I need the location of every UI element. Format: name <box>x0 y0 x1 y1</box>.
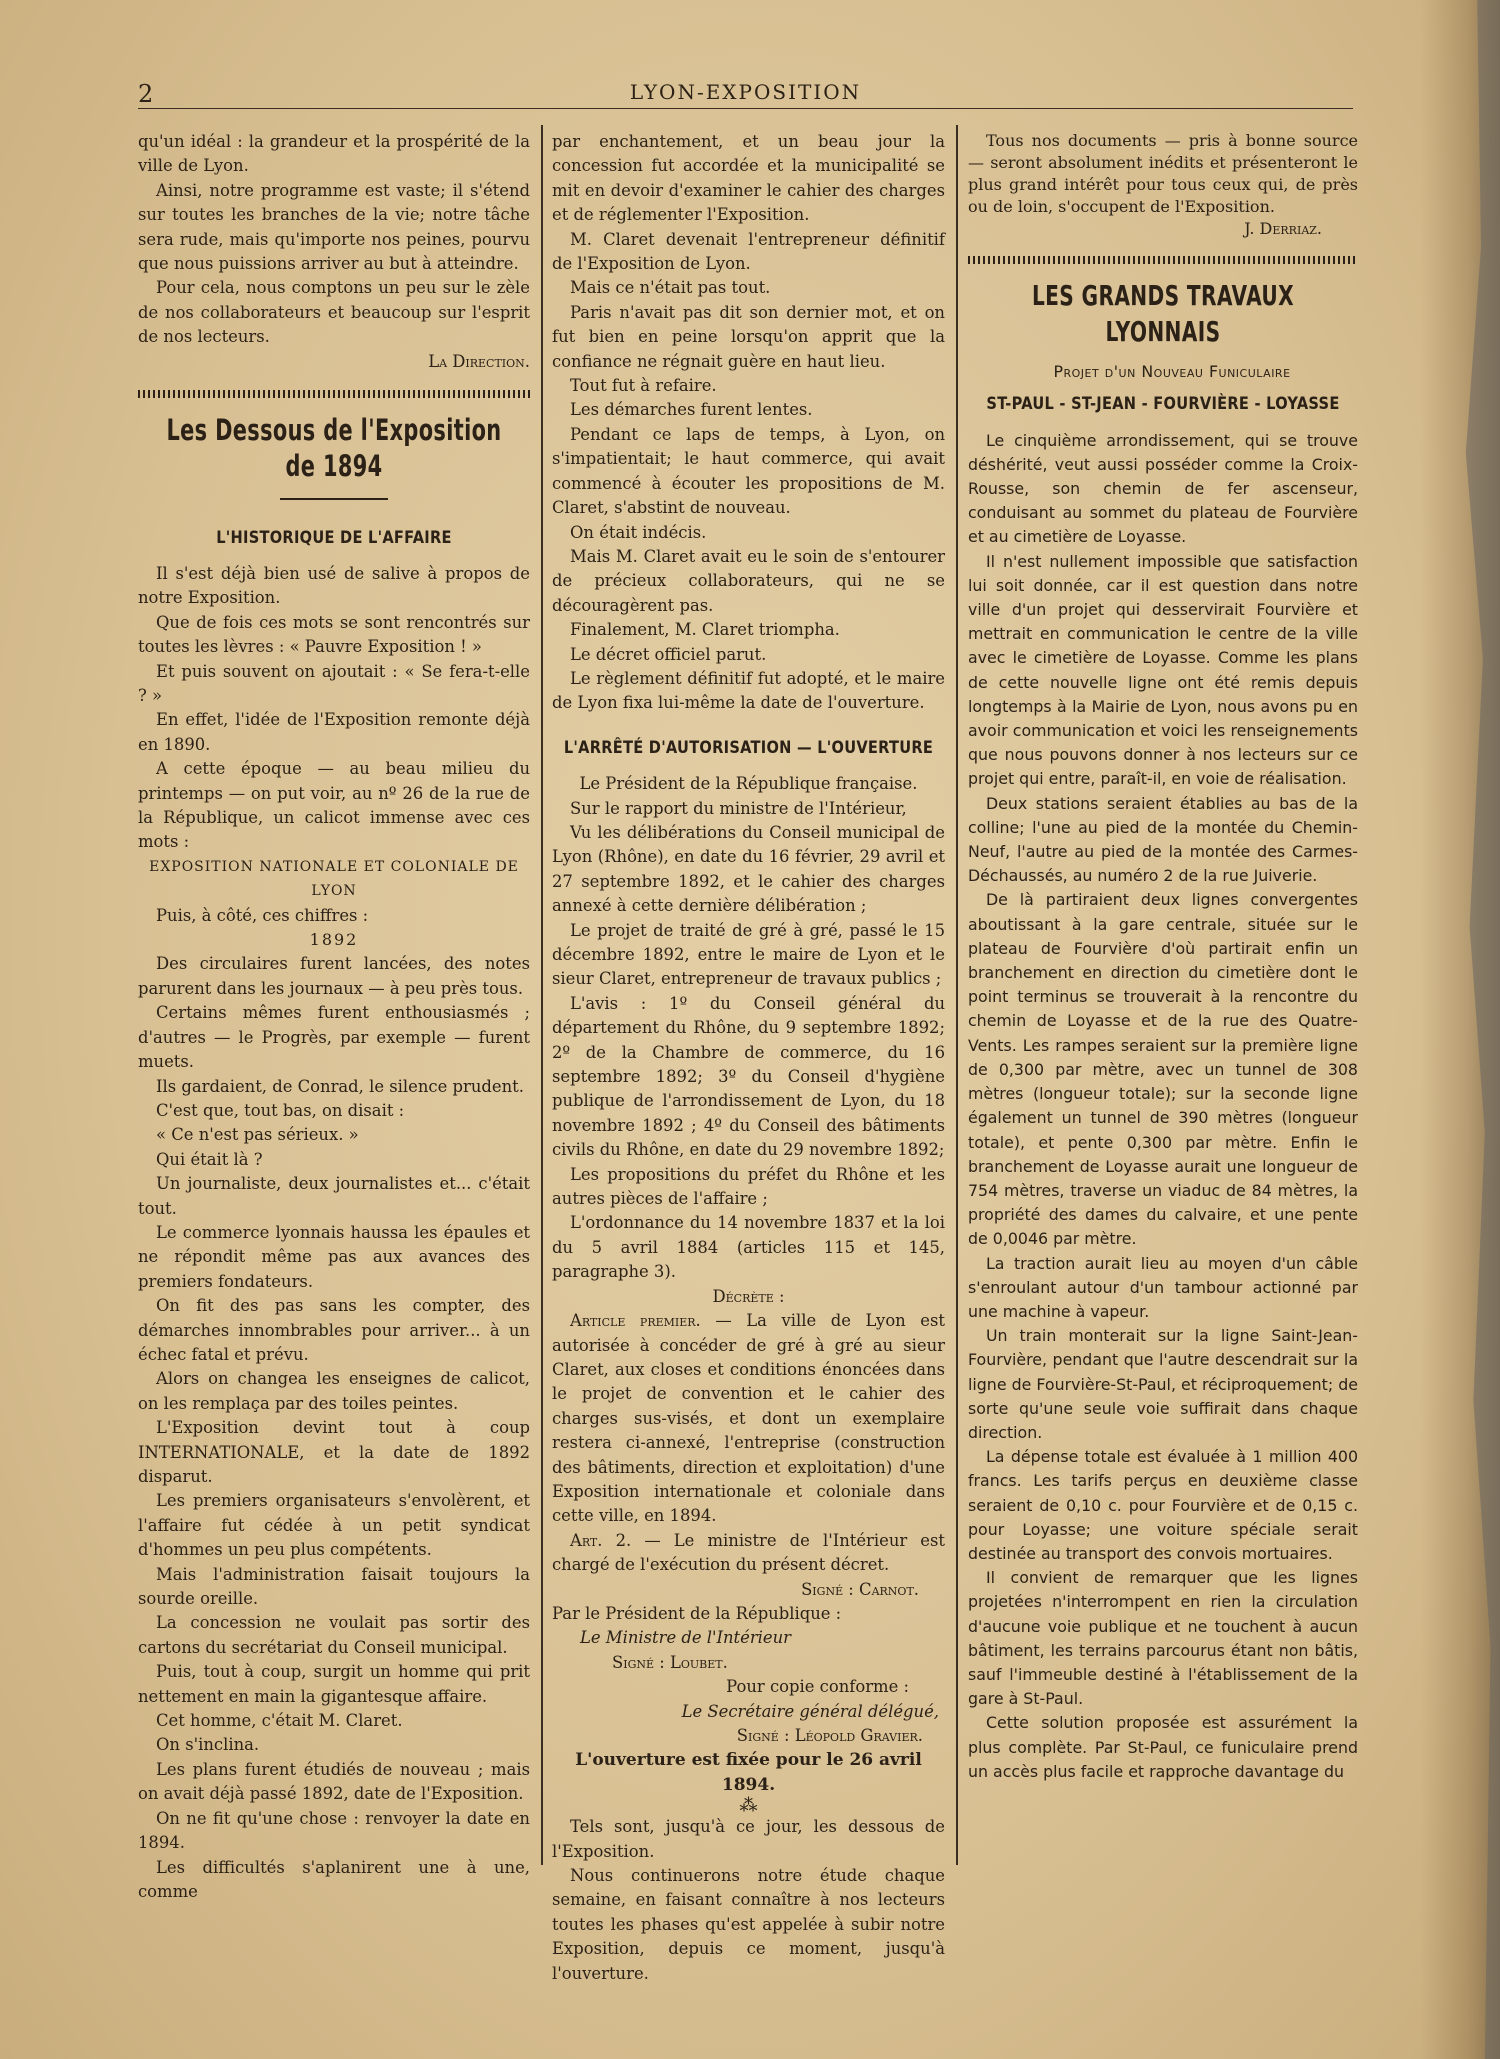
paragraph: Mais M. Claret avait eu le soin de s'entourer de précieux collaborateurs, qui ne se découragèrent pas. <box>552 546 945 615</box>
paragraph: Les plans furent étudiés de nouveau ; mais on avait déjà passé 1892, date de l'Exposition. <box>138 1759 530 1804</box>
decree-intro: Le Président de la République française. <box>579 774 918 794</box>
paragraph: Le commerce lyonnais haussa les épaules et ne répondit même pas aux avances des premiers fondateurs. <box>138 1222 530 1291</box>
paragraph: On était indécis. <box>570 522 707 542</box>
paragraph: Paris n'avait pas dit son dernier mot, et on fut bien en peine lorsqu'on apprit que la confiance ne régnait guère en haut lieu. <box>552 302 945 371</box>
paragraph: Il n'est nullement impossible que satisfaction lui soit donnée, car il est question dans notre ville d'un projet qui desservirait Fourvière et mettrait en communication le centre de la ville avec le cimetière de Loyasse. Comme les plans de cette nouvelle ligne ont été remis depuis longtemps à la Mairie de Lyon, nous avons pu en avoir communication et voici les renseignements que nous pouvons donner à nos lecteurs sur ce projet qui entre, paraît-il, en voie de réalisation. <box>968 551 1358 789</box>
paragraph: Deux stations seraient établies au bas de la colline; l'une au pied de la montée du Chemin-Neuf, l'autre au pied de la montée des Carmes-Déchaussés, au numéro 2 de la rue Juiverie. <box>968 793 1358 886</box>
paragraph: A cette époque — au beau milieu du printemps — on put voir, au nº 26 de la rue de la République, un calicot immense avec ces mots : <box>138 759 530 852</box>
paragraph: Le règlement définitif fut adopté, et le maire de Lyon fixa lui-même la date de l'ouverture. <box>552 668 945 713</box>
column-rule-right <box>956 125 958 1865</box>
paragraph: De là partiraient deux lignes convergentes aboutissant à la gare centrale, située sur le plateau de Fourvière d'où partirait enfin un branchement en direction du cimetière dont le point terminus se trouverait à la rencontre du chemin de Loyasse et de la rue des Quatre-Vents. Les rampes seraient sur la première ligne de 0,300 par mètre, avec un tunnel de 308 mètres (longueur totale); sur la seconde ligne également un tunnel de 390 mètres (longueur totale), et pente 0,300 par mètre. Enfin le branchement de Loyasse aurait une longueur de 754 mètres, traverse un viaduc de 84 mètres, la propriété des dames du calvaire, et une pente de 0,0046 par mètre. <box>968 890 1358 1249</box>
paragraph: Tels sont, jusqu'à ce jour, les dessous de l'Exposition. <box>552 1817 945 1861</box>
paragraph: Les premiers organisateurs s'envolèrent, et l'affaire fut cédée à un petit syndicat d'hommes un peu plus compétents. <box>138 1491 530 1560</box>
paragraph: qu'un idéal : la grandeur et la prospérité de la ville de Lyon. <box>138 132 530 176</box>
paragraph: La concession ne voulait pas sortir des cartons du secrétariat du Conseil municipal. <box>138 1613 530 1657</box>
title-underline <box>280 498 388 500</box>
paragraph: L'ordonnance du 14 novembre 1837 et la loi du 5 avril 1884 (articles 115 et 145, paragraphe 3). <box>552 1213 945 1282</box>
section-title: ST-PAUL - ST-JEAN - FOURVIÈRE - LOYASSE <box>986 394 1340 415</box>
article-2-label: Art. 2. <box>570 1530 632 1550</box>
paragraph: Tous nos documents — pris à bonne source — seront absolument inédits et présenteront le plus grand intérêt pour tous ceux qui, de près ou de loin, s'occupent de l'Exposition. <box>968 131 1358 216</box>
paragraph: Que de fois ces mots se sont rencontrés sur toutes les lèvres : « Pauvre Exposition ! » <box>138 612 530 657</box>
paragraph: Pendant ce laps de temps, à Lyon, on s'impatientait; le haut commerce, qui avait commencé à écouter les propositions de M. Claret, s'abstint de nouveau. <box>552 424 945 518</box>
article-title: LES GRANDS TRAVAUX LYONNAIS <box>1031 279 1295 348</box>
le-ministre: Le Ministre de l'Intérieur <box>580 1628 791 1648</box>
paragraph: L'avis : 1º du Conseil général du département du Rhône, du 9 septembre 1892; 2º de la Chambre de commerce, du 16 septembre 1892; 3º du Conseil d'hygiène publique de l'arrondissement de Lyon, du 18 novembre 1892 ; 4º du Conseil des bâtiments civils du Rhône, en date du 29 novembre 1892; <box>552 993 945 1160</box>
dotted-separator <box>968 256 1358 264</box>
paragraph: Mais ce n'était pas tout. <box>570 278 771 298</box>
paragraph: Un journaliste, deux journalistes et... c'était tout. <box>138 1174 530 1218</box>
signature-loubet: Signé : Loubet. <box>612 1652 728 1672</box>
paragraph: Finalement, M. Claret triompha. <box>570 620 840 640</box>
paragraph: Cet homme, c'était M. Claret. <box>156 1711 403 1731</box>
paragraph: Les propositions du préfet du Rhône et les autres pièces de l'affaire ; <box>552 1164 945 1209</box>
article-2-text: — Le ministre de l'Intérieur est chargé de l'exécution du présent décret. <box>552 1530 945 1575</box>
paragraph: Sur le rapport du ministre de l'Intérieur, <box>570 798 907 818</box>
paragraph: « Ce n'est pas sérieux. » <box>156 1125 359 1145</box>
paragraph: C'est que, tout bas, on disait : <box>156 1100 405 1120</box>
asterism: ⁂ <box>739 1795 758 1817</box>
year-figure: 1892 <box>309 930 359 950</box>
section-title: L'ARRÊTÉ D'AUTORISATION — L'OUVERTURE <box>563 737 934 758</box>
paragraph: Il convient de remarquer que les lignes projetées n'interrompent en rien la circulation d'aucune voie publique et ne touchent à aucun bâtiment, les terrains parcourus étant non bâtis, sauf l'immeuble destiné à l'établissement de la gare à St-Paul. <box>968 1568 1358 1709</box>
paragraph: On fit des pas sans les compter, des démarches innombrables pour arriver... à un échec fatal et prévu. <box>138 1296 530 1364</box>
paragraph: On ne fit qu'une chose : renvoyer la date en 1894. <box>138 1808 530 1853</box>
paragraph: Ainsi, notre programme est vaste; il s'étend sur toutes les branches de la vie; notre tâche sera rude, mais qu'importe nos peines, pourvu que nous puissions arriver au but à atteindre. <box>138 180 530 274</box>
column-2 <box>552 130 945 1986</box>
paragraph: Qui était là ? <box>156 1149 263 1169</box>
article-1-label: Article premier. <box>570 1311 701 1331</box>
article-1-text: — La ville de Lyon est autorisée à concéder de gré à gré au sieur Claret, aux closes et conditions énoncées dans le projet de convention et le cahier des charges sus-visés, et dont un exemplaire restera ci-annexé, l'entreprise (construction des bâtiments, direction et exploitation) d'une Exposition internationale et coloniale dans cette ville, en 1894. <box>552 1311 945 1526</box>
signature: J. Derriaz. <box>1244 219 1322 238</box>
paragraph: La traction aurait lieu au moyen d'un câble s'enroulant autour d'un tambour actionné par une machine à vapeur. <box>968 1253 1358 1321</box>
paragraph: Puis, à côté, ces chiffres : <box>156 905 369 925</box>
paragraph: Le décret officiel parut. <box>570 644 767 664</box>
paragraph: Ils gardaient, de Conrad, le silence prudent. <box>156 1076 524 1096</box>
masthead: LYON-EXPOSITION <box>629 80 862 104</box>
paragraph: Certains mêmes furent enthousiasmés ; d'autres — le Progrès, par exemple — furent muets. <box>138 1003 530 1072</box>
paragraph: Pour cela, nous comptons un peu sur le zèle de nos collaborateurs et beaucoup sur l'esprit de nos lecteurs. <box>138 278 530 347</box>
page-header <box>138 78 1353 109</box>
paragraph: Un train monterait sur la ligne Saint-Jean-Fourvière, pendant que l'autre descendrait sur la ligne de Fourvière-St-Paul, et réciproquement; de sorte qu'une seule voie suffirait dans chaque direction. <box>968 1326 1358 1442</box>
pour-copie: Pour copie conforme : <box>726 1677 909 1697</box>
page-number: 2 <box>138 80 154 108</box>
paragraph: Les difficultés s'aplanirent une à une, comme <box>138 1857 530 1901</box>
column-rule-left <box>541 125 543 1865</box>
paragraph: M. Claret devenait l'entrepreneur définitif de l'Exposition de Lyon. <box>552 229 945 274</box>
paragraph: Puis, tout à coup, surgit un homme qui prit nettement en main la gigantesque affaire. <box>138 1662 530 1706</box>
par-le-president: Par le Président de la République : <box>552 1603 842 1623</box>
article-2 <box>552 1529 945 1578</box>
paragraph: Le projet de traité de gré à gré, passé le 15 décembre 1892, entre le maire de Lyon et le sieur Claret, entrepreneur de travaux publics ; <box>552 920 945 989</box>
article-title: Les Dessous de l'Exposition de 1894 <box>166 413 502 484</box>
article-1 <box>552 1309 945 1529</box>
decrete-heading: Décrète : <box>712 1286 785 1306</box>
paragraph: Mais l'administration faisait toujours la sourde oreille. <box>138 1564 530 1609</box>
paragraph: Cette solution proposée est assurément la plus complète. Par St-Paul, ce funiculaire prend un accès plus facile et rapproche davantage du <box>968 1713 1358 1781</box>
column-3 <box>968 130 1358 1784</box>
signature: La Direction. <box>428 351 530 371</box>
paragraph: Tout fut à refaire. <box>570 376 717 396</box>
section-title: L'HISTORIQUE DE L'AFFAIRE <box>216 527 452 548</box>
ouverture-date: L'ouverture est fixée pour le 26 avril 1894. <box>575 1750 922 1795</box>
paragraph: Le cinquième arrondissement, qui se trouve déshérité, veut aussi posséder comme la Croix-Rousse, son chemin de fer ascenseur, conduisant au sommet du plateau de Fourvière et au cimetière de Loyasse. <box>968 430 1358 547</box>
paragraph: Vu les délibérations du Conseil municipal de Lyon (Rhône), en date du 16 février, 29 avril et 27 septembre 1892, et le cahier des charges annexé à cette dernière délibération ; <box>552 822 945 916</box>
paragraph: Il s'est déjà bien usé de salive à propos de notre Exposition. <box>138 563 530 608</box>
paragraph: Alors on changea les enseignes de calicot, on les remplaça par des toiles peintes. <box>138 1369 530 1413</box>
column-1 <box>138 130 530 1904</box>
secretaire: Le Secrétaire général délégué, <box>681 1701 939 1721</box>
signature-gravier: Signé : Léopold Gravier. <box>736 1726 923 1745</box>
dotted-separator <box>138 390 530 398</box>
paragraph: Les démarches furent lentes. <box>570 400 813 420</box>
signature-carnot: Signé : Carnot. <box>801 1579 919 1599</box>
paragraph: Et puis souvent on ajoutait : « Se fera-t-elle ? » <box>138 661 530 705</box>
calicot-text: EXPOSITION NATIONALE ET COLONIALE DE LYON <box>149 858 519 900</box>
paragraph: Des circulaires furent lancées, des notes parurent dans les journaux — à peu près tous. <box>138 954 530 998</box>
paragraph: La dépense totale est évaluée à 1 million 400 francs. Les tarifs perçus en deuxième classe seraient de 0,10 c. pour Fourvière et de 0,15 c. pour Loyasse; une voiture spéciale serait destinée au transport des convois mortuaires. <box>968 1447 1358 1563</box>
project-subtitle: Projet d'un Nouveau Funiculaire <box>1053 362 1291 381</box>
paragraph: En effet, l'idée de l'Exposition remonte déjà en 1890. <box>138 710 530 754</box>
paragraph: Nous continuerons notre étude chaque semaine, en faisant connaître à nos lecteurs toutes les phases qu'est appelée à subir notre Exposition, depuis ce moment, jusqu'à l'ouverture. <box>552 1866 945 1983</box>
paragraph: On s'inclina. <box>156 1735 260 1755</box>
paragraph: L'Exposition devint tout à coup INTERNATIONALE, et la date de 1892 disparut. <box>138 1418 530 1486</box>
paragraph: par enchantement, et un beau jour la concession fut accordée et la municipalité se mit en devoir d'examiner le cahier des charges et de réglementer l'Exposition. <box>552 132 945 225</box>
